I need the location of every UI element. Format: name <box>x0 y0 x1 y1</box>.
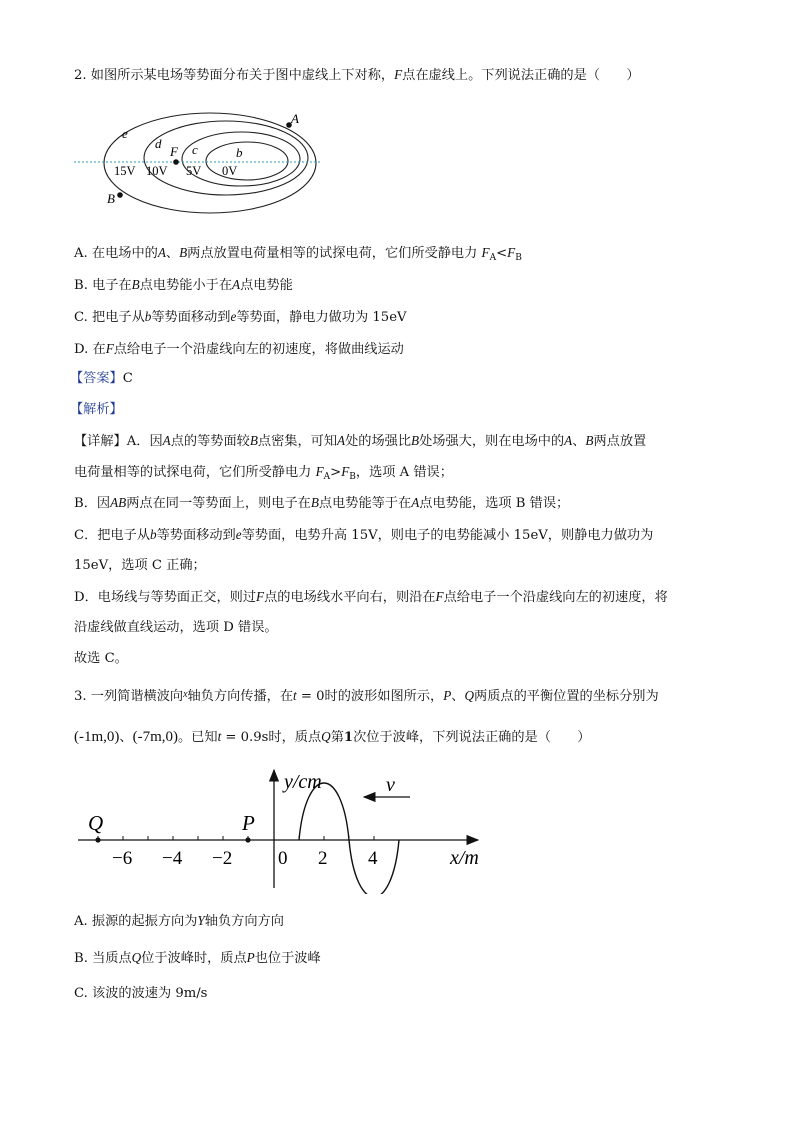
q3-count: 1 <box>343 730 354 745</box>
q3-stem-line-2 <box>74 728 590 747</box>
q2-detail-line-3 <box>74 494 569 513</box>
q2-detail-line-4 <box>74 526 653 545</box>
greater-than: > <box>330 465 342 480</box>
q2-detail-line-2 <box>74 463 453 486</box>
detail-text: B．因 <box>74 496 111 511</box>
q2-detail-line-6 <box>74 588 668 607</box>
q3-option-a-text2: 轴负方向方向 <box>204 914 284 929</box>
q2-detail-line-7 <box>74 619 278 637</box>
var-Y: Y <box>197 913 205 928</box>
label-b: b <box>236 145 243 160</box>
q2-equipotential-figure <box>70 108 330 216</box>
var-F: F <box>105 341 114 356</box>
q3-text: 第 <box>330 730 344 745</box>
answer-tag: 【答案】 <box>70 371 123 386</box>
potential-0v: 0V <box>222 164 238 178</box>
var-F: F <box>256 589 265 604</box>
subscript-A: A <box>489 253 497 263</box>
tick-label-minus4: −4 <box>162 848 183 869</box>
q3-option-c <box>74 985 207 1003</box>
detail-tag: 【详解】 <box>74 434 127 449</box>
var-AB: AB <box>110 495 127 510</box>
var-P: P <box>246 950 255 965</box>
q2-stem-text: 2. 如图所示某电场等势面分布关于图中虚线上下对称， <box>74 68 395 83</box>
detail-text: 点电势能，选项 B 错误； <box>419 496 570 511</box>
coord-P: (-1m,0) <box>74 729 120 745</box>
detail-text: D．电场线与等势面正交，则过 <box>74 590 257 605</box>
q3-option-c-text: C. 该波的波速为 9m/s <box>74 986 208 1001</box>
var-Q: Q <box>464 688 475 703</box>
detail-text: 点给电子一个沿虚线向左的初速度，将 <box>443 590 668 605</box>
detail-text: C．把电子从 <box>74 528 151 543</box>
q2-detail-line-1 <box>74 432 646 451</box>
q3-text: 次位于波峰，下列说法正确的是（ ） <box>353 730 591 745</box>
var-B: B <box>411 433 420 448</box>
label-c: c <box>192 142 198 157</box>
x-axis-label: x/m <box>450 847 479 869</box>
point-P <box>245 837 250 842</box>
q2-option-b-text2: 点电势能小于在 <box>139 278 233 293</box>
potential-15v: 15V <box>114 164 136 178</box>
var-e: e <box>235 527 242 542</box>
q2-analysis-tag <box>70 401 123 419</box>
q2-detail-line-8 <box>74 650 128 668</box>
tick-label-minus6: −6 <box>112 848 133 869</box>
q3-text: 两质点的平衡位置的坐标分别为 <box>474 689 659 704</box>
q2-stem <box>74 66 640 85</box>
less-than: < <box>496 246 508 261</box>
q3-wave-figure <box>74 764 494 894</box>
answer-value: C <box>122 371 133 386</box>
detail-text: 点的等势面较 <box>170 434 250 449</box>
var-Q: Q <box>131 950 142 965</box>
potential-10v: 10V <box>146 164 168 178</box>
q2-option-c-text: C. 把电子从 <box>74 310 145 325</box>
tick-label-minus2: −2 <box>212 848 233 869</box>
subscript-B: B <box>349 472 356 482</box>
waveform <box>299 783 399 894</box>
q2-option-b <box>74 276 293 295</box>
point-F <box>173 159 179 165</box>
var-F: F <box>507 245 516 260</box>
subscript-A: A <box>323 472 331 482</box>
var-b: b <box>150 527 157 542</box>
q2-stem-var: F <box>394 67 403 82</box>
label-P: P <box>242 811 255 835</box>
tick-label-0: 0 <box>278 848 288 869</box>
q3-option-b-text: B. 当质点 <box>74 951 132 966</box>
q2-stem-text-end: 点在虚线上。下列说法正确的是（ ） <box>402 68 640 83</box>
q3-text: 3. 一列简谐横波向 <box>74 689 184 704</box>
label-e: e <box>122 126 128 141</box>
coord-Q: (-7m,0) <box>132 729 178 745</box>
potential-5v: 5V <box>186 164 202 178</box>
label-A: A <box>291 111 299 126</box>
var-b: b <box>144 309 152 324</box>
detail-text: 电荷量相等的试探电荷，它们所受静电力 <box>74 465 316 480</box>
velocity-label: v <box>386 774 395 796</box>
var-B: B <box>249 433 258 448</box>
q3-text: 轴负方向传播，在 <box>187 689 294 704</box>
var-B: B <box>585 433 594 448</box>
detail-text: 处场强大，则在电场中的 <box>419 434 565 449</box>
detail-text: 点的电场线水平向右，则沿在 <box>264 590 436 605</box>
detail-text: 两点在同一等势面上，则电子在 <box>126 496 311 511</box>
var-t: t <box>293 688 297 703</box>
label-B: B <box>107 191 115 206</box>
detail-text: 沿虚线做直线运动，选项 D 错误。 <box>74 620 278 635</box>
point-B <box>117 192 123 198</box>
q2-option-d <box>74 340 404 359</box>
label-F: F <box>170 144 178 159</box>
q3-stem-line-1 <box>74 686 659 706</box>
var-Q: Q <box>321 729 331 744</box>
q3-text: 。已知 <box>178 730 218 745</box>
analysis-tag: 【解析】 <box>70 402 123 417</box>
detail-text: ，选项 A 错误； <box>355 465 453 480</box>
q3-text: 、 <box>119 730 133 745</box>
q2-option-b-text3: 点电势能 <box>240 278 293 293</box>
detail-text: 两点放置 <box>593 434 647 449</box>
var-A: A <box>564 433 573 448</box>
var-t: t <box>217 729 222 744</box>
q2-option-c-text2: 等势面移动到 <box>151 310 231 325</box>
detail-text: 点密集，可知 <box>257 434 338 449</box>
var-F: F <box>315 464 324 479</box>
detail-text: 等势面，电势升高 15V，则电子的电势能减小 15eV，则静电力做功为 <box>241 528 654 543</box>
q2-answer <box>70 370 133 388</box>
var-A: A <box>157 245 166 260</box>
var-F: F <box>481 245 490 260</box>
q3-option-a <box>74 912 284 931</box>
tick-label-4: 4 <box>368 848 378 869</box>
equipotential-e <box>104 113 316 213</box>
q3-text: 、 <box>451 689 465 704</box>
var-A: A <box>337 433 346 448</box>
detail-text: 故选 C。 <box>74 651 128 666</box>
var-A: A <box>162 433 171 448</box>
tick-label-2: 2 <box>318 848 328 869</box>
var-P: P <box>443 688 452 703</box>
var-B: B <box>310 495 319 510</box>
q2-option-d-text: D. 在 <box>74 342 106 357</box>
detail-text: 处的场强比 <box>345 434 412 449</box>
q2-option-a <box>74 244 522 267</box>
y-axis-label: y/cm <box>284 771 322 793</box>
q2-option-d-text2: 点给电子一个沿虚线向左的初速度，将做曲线运动 <box>113 342 404 357</box>
var-B: B <box>131 277 140 292</box>
q2-option-b-text: B. 电子在 <box>74 278 132 293</box>
detail-text: 15eV，选项 C 正确； <box>74 558 206 573</box>
q3-option-a-text: A. 振源的起振方向为 <box>74 914 198 929</box>
var-B: B <box>179 245 188 260</box>
q2-option-a-text: A. 在电场中的 <box>74 246 158 261</box>
q2-option-c <box>74 308 407 327</box>
equipotential-b <box>206 142 288 180</box>
label-Q: Q <box>88 811 104 835</box>
detail-text: 、 <box>572 434 586 449</box>
var-F: F <box>341 464 350 479</box>
var-A: A <box>411 495 420 510</box>
subscript-B: B <box>515 253 522 263</box>
var-x: x <box>183 689 188 700</box>
q3-option-b-text2: 位于波峰时，质点 <box>141 951 247 966</box>
detail-text: 等势面移动到 <box>156 528 236 543</box>
q2-option-a-text2: 两点放置电荷量相等的试探电荷，它们所受静电力 <box>187 246 482 261</box>
var-e: e <box>230 309 237 324</box>
detail-text: A．因 <box>126 434 163 449</box>
label-d: d <box>155 136 162 151</box>
var-A: A <box>232 277 241 292</box>
q2-detail-line-5 <box>74 557 206 575</box>
q2-option-c-text3: 等势面，静电力做功为 15eV <box>236 310 407 325</box>
q3-option-b-text3: 也位于波峰 <box>254 951 321 966</box>
equipotential-d <box>144 121 308 195</box>
q3-option-b <box>74 949 321 968</box>
q2-option-a-sep: 、 <box>165 246 180 261</box>
var-F: F <box>435 589 444 604</box>
q3-text: = 0.9s时，质点 <box>221 730 322 745</box>
detail-text: 点电势能等于在 <box>318 496 412 511</box>
q3-text: = 0时的波形如图所示， <box>296 689 444 704</box>
point-Q <box>95 837 100 842</box>
